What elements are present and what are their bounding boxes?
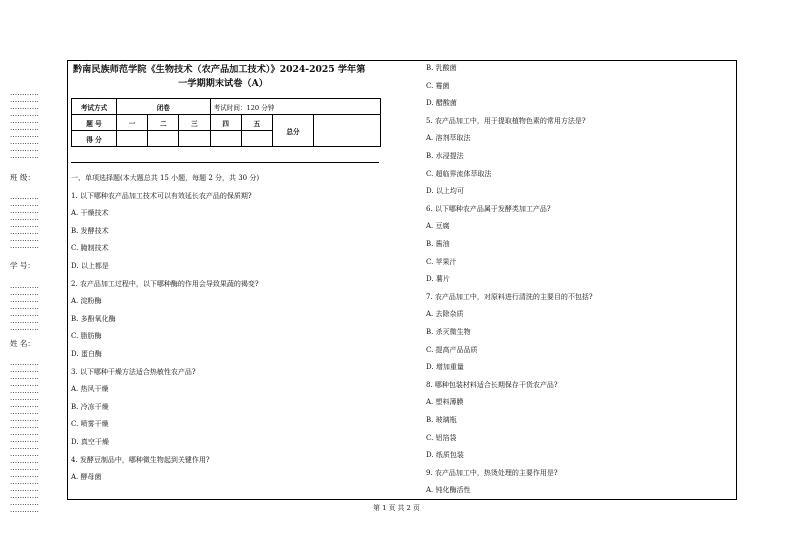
dot-row: ············: [10, 320, 40, 327]
question-stem: 9. 农产品加工中，热烫处理的主要作用是?: [426, 468, 558, 477]
dot-row: ············: [10, 397, 40, 404]
dot-row: ············: [10, 369, 40, 376]
dot-row: ············: [10, 467, 40, 474]
answer-option: A. 豆腐: [426, 222, 450, 231]
dot-row: ············: [10, 245, 40, 252]
total-label: 总分: [273, 115, 314, 147]
dot-row: ············: [10, 460, 40, 467]
section-heading: 一、单项选择题(本大题总共 15 小题，每题 2 分，共 30 分): [71, 174, 260, 182]
answer-option: B. 玻璃瓶: [426, 416, 457, 424]
dot-row: ············: [10, 231, 40, 238]
class-label: 班 级：: [10, 173, 35, 182]
exam-title: [73, 63, 383, 91]
answer-option: C. 喷雾干燥: [71, 420, 109, 429]
dot-row: ············: [10, 299, 40, 306]
score-cell-1: [117, 131, 148, 147]
dot-row: ············: [10, 362, 40, 369]
question-stem: 8. 哪种包装材料适合长期保存干货农产品?: [426, 380, 558, 389]
dot-row: ············: [10, 439, 40, 446]
dot-row: ············: [10, 481, 40, 488]
dot-row: ············: [10, 120, 40, 127]
method-label: 考试方式: [72, 99, 117, 115]
dot-row: ············: [10, 92, 40, 99]
title-line-1: 黔南民族师范学院《生物技术（农产品加工技术）》2024-2025 学年第: [73, 64, 366, 75]
dot-row: ············: [10, 474, 40, 481]
binding-dots-student-id: [10, 196, 56, 252]
answer-option: A. 去除杂质: [426, 310, 464, 319]
binding-dots-class: [10, 92, 56, 162]
dot-row: ············: [10, 432, 40, 439]
answer-option: A. 淀粉酶: [71, 297, 102, 306]
page-footer: 第 1 页 共 2 页: [373, 504, 420, 512]
name-label: 姓 名：: [10, 339, 35, 348]
dot-row: ············: [10, 411, 40, 418]
section-1: 一: [117, 115, 148, 131]
answer-option: D. 纸质包装: [426, 451, 464, 460]
dot-row: ············: [10, 306, 40, 313]
answer-option: A. 热风干燥: [71, 385, 109, 394]
answer-option: C. 超临界流体萃取法: [426, 169, 492, 178]
dot-row: ············: [10, 127, 40, 134]
answer-option: C. 铝箔袋: [426, 433, 457, 442]
question-stem: 7. 农产品加工中，对原料进行清洗的主要目的不包括?: [426, 292, 593, 301]
total-score-cell: [314, 115, 381, 147]
answer-option: D. 以上都是: [71, 262, 109, 270]
score-cell-3: [179, 131, 210, 147]
answer-option: C. 霉菌: [426, 81, 450, 90]
dot-row: ············: [10, 141, 40, 148]
dot-row: ············: [10, 502, 40, 509]
dot-row: ············: [10, 425, 40, 432]
answer-option: A. 酵母菌: [71, 473, 102, 482]
question-stem: 3. 以下哪种干燥方法适合热敏性农产品?: [71, 367, 196, 376]
binding-dots-name: [10, 285, 56, 334]
section-4: 四: [210, 115, 241, 131]
exam-info-table: [71, 98, 381, 147]
question-stem: 1. 以下哪种农产品加工技术可以有效延长农产品的保质期?: [71, 191, 252, 200]
dot-row: ············: [10, 238, 40, 245]
answer-option: C. 脂肪酶: [71, 332, 102, 341]
dot-row: ············: [10, 404, 40, 411]
dot-row: ············: [10, 313, 40, 320]
answer-option: B. 水浸提法: [426, 152, 464, 160]
dot-row: ············: [10, 446, 40, 453]
answer-option: B. 杀灭微生物: [426, 328, 471, 336]
answer-option: A. 塑料薄膜: [426, 398, 464, 407]
answer-option: B. 乳酸菌: [426, 64, 457, 72]
score-cell-5: [241, 131, 272, 147]
dot-row: ············: [10, 113, 40, 120]
dot-row: ············: [10, 453, 40, 460]
title-line-2: 一学期期末试卷（A）: [178, 78, 268, 89]
answer-option: B. 发酵技术: [71, 226, 109, 235]
answer-option: D. 增加重量: [426, 363, 464, 372]
question-stem: 2. 农产品加工过程中，以下哪种酶的作用会导致果蔬的褐变?: [71, 279, 259, 288]
right-column: [426, 61, 731, 499]
answer-option: C. 腌制技术: [71, 244, 109, 253]
answer-option: D. 蛋白酶: [71, 350, 102, 358]
answer-option: B. 冷冻干燥: [71, 402, 109, 411]
answer-option: B. 多酚氧化酶: [71, 314, 116, 323]
section-2: 二: [148, 115, 179, 131]
question-no-label: 题 号: [72, 115, 117, 131]
method-value: 闭卷: [117, 99, 211, 115]
score-label: 得 分: [72, 131, 117, 147]
score-cell-4: [210, 131, 241, 147]
question-stem: 5. 农产品加工中，用于提取植物色素的常用方法是?: [426, 116, 586, 125]
answer-option: D. 以上均可: [426, 187, 464, 196]
dot-row: ············: [10, 203, 40, 210]
dot-row: ············: [10, 376, 40, 383]
table-row: [72, 99, 381, 115]
answer-option: A. 钝化酶活性: [426, 486, 471, 495]
exam-sheet: [67, 60, 737, 500]
table-row: [72, 115, 381, 131]
answer-option: D. 醋酸菌: [426, 99, 457, 108]
dot-row: ············: [10, 155, 40, 162]
question-stem: 6. 以下哪种农产品属于发酵类加工产品?: [426, 204, 551, 213]
answer-option: B. 酱油: [426, 240, 450, 248]
dot-row: ············: [10, 196, 40, 203]
score-cell-2: [148, 131, 179, 147]
dot-row: ············: [10, 390, 40, 397]
dot-row: ············: [10, 99, 40, 106]
section-5: 五: [241, 115, 272, 131]
answer-option: D. 薯片: [426, 275, 450, 284]
binding-dots-bottom: [10, 362, 56, 516]
dot-row: ············: [10, 327, 40, 334]
answer-option: D. 真空干燥: [71, 438, 109, 446]
dot-row: ············: [10, 509, 40, 516]
question-stem: 4. 发酵豆制品中，哪种微生物起到关键作用?: [71, 455, 210, 464]
answer-option: A. 溶剂萃取法: [426, 134, 471, 143]
dot-row: ············: [10, 134, 40, 141]
student-id-label: 学 号：: [10, 261, 35, 270]
dot-row: ············: [10, 148, 40, 155]
dot-row: ············: [10, 224, 40, 231]
dot-row: ············: [10, 217, 40, 224]
section-3: 三: [179, 115, 210, 131]
dot-row: ············: [10, 488, 40, 495]
dot-row: ············: [10, 210, 40, 217]
answer-option: C. 提高产品品质: [426, 345, 478, 354]
left-column: [71, 61, 381, 499]
divider: [71, 162, 379, 163]
dot-row: ············: [10, 418, 40, 425]
answer-option: C. 苹果汁: [426, 257, 457, 266]
dot-row: ············: [10, 285, 40, 292]
time-label: 考试时间：120 分钟: [210, 99, 380, 115]
answer-option: A. 干燥技术: [71, 209, 109, 218]
dot-row: ············: [10, 495, 40, 502]
dot-row: ············: [10, 383, 40, 390]
dot-row: ············: [10, 292, 40, 299]
dot-row: ············: [10, 106, 40, 113]
